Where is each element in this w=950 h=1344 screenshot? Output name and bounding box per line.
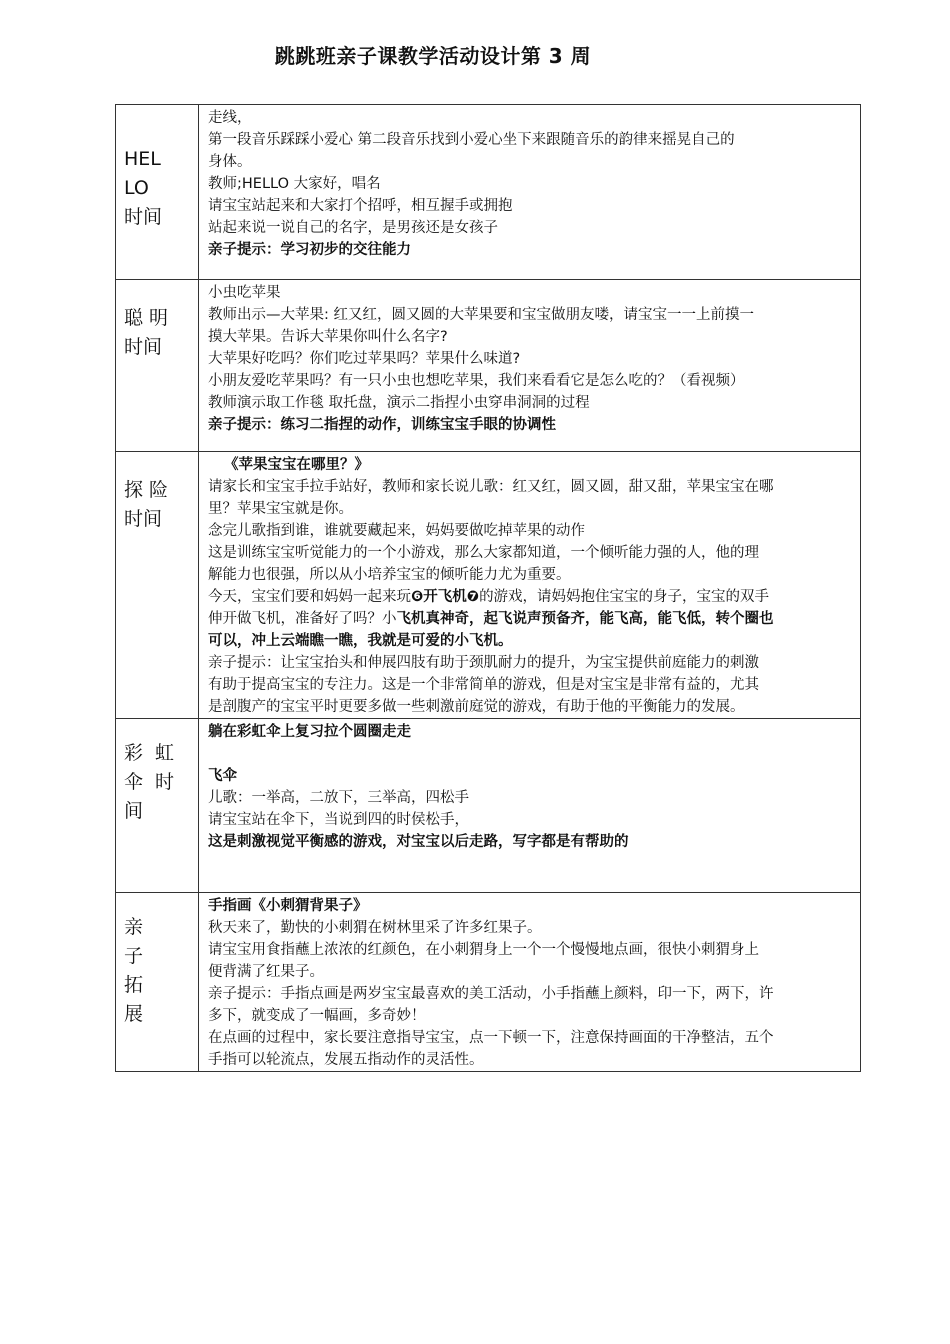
table-row-hello bbox=[116, 105, 861, 280]
game-name: ❻开飞机❼ bbox=[411, 589, 480, 605]
lesson-plan-table bbox=[115, 104, 861, 1072]
section-label-extension: 亲 子 拓 展 bbox=[116, 893, 199, 1072]
activity-title: 飞伞 bbox=[208, 768, 237, 784]
page-title: 跳跳班亲子课教学活动设计第 3 周 bbox=[274, 44, 592, 68]
section-label-rainbow: 彩 虹 伞 时 间 bbox=[116, 719, 199, 893]
section-content-rainbow: 躺在彩虹伞上复习拉个圆圈走走 飞伞 儿歌：一举高，二放下，三举高，四松手 请宝宝站在伞下，当说到四的时侯松手， 这是刺激视觉平衡感的游戏，对宝宝以后走路，写字都是有帮助的 bbox=[199, 719, 861, 893]
section-content-smart: 小虫吃苹果 教师出示—大苹果: 红又红，圆又圆的大苹果要和宝宝做朋友喽，请宝宝一一上前摸一 摸大苹果。告诉大苹果你叫什么名字? 大苹果好吃吗？你们吃过苹果吗？苹果什么味道? 小朋友爱吃苹果吗？有一只小虫也想吃苹果，我们来看看它是怎么吃的？（看视频） 教师演示取工作毯 取托盘，演示二指捏小虫穿串洞洞的过程 亲子提示：练习二指捏的动作，训练宝宝手眼的协调性 bbox=[199, 280, 861, 452]
section-label-hello: HEL LO 时间 bbox=[116, 105, 199, 280]
section-label-adventure: 探 险 时间 bbox=[116, 452, 199, 719]
parent-tip: 亲子提示：练习二指捏的动作，训练宝宝手眼的协调性 bbox=[208, 417, 556, 433]
table-row-extension bbox=[116, 893, 861, 1072]
section-label-smart: 聪 明 时间 bbox=[116, 280, 199, 452]
table-row-rainbow bbox=[116, 719, 861, 893]
activity-title: 手指画《小刺猬背果子》 bbox=[208, 898, 368, 914]
table-row-smart bbox=[116, 280, 861, 452]
section-content-extension: 手指画《小刺猬背果子》 秋天来了，勤快的小刺猬在树林里采了许多红果子。 请宝宝用食指蘸上浓浓的红颜色，在小刺猬身上一个一个慢慢地点画，很快小刺猬身上 便背满了红果子。 亲子提示：手指点画是两岁宝宝最喜欢的美工活动，小手指蘸上颜料，印一下，两下，许 多下，就变成了一幅画，多奇妙！ 在点画的过程中，家长要注意指导宝宝，点一下顿一下，注意保持画面的干净整洁，五个 手指可以轮流点，发展五指动作的灵活性。 bbox=[199, 893, 861, 1072]
activity-title: 《苹果宝宝在哪里？》 bbox=[224, 457, 369, 473]
table-row-adventure bbox=[116, 452, 861, 719]
section-content-adventure: 《苹果宝宝在哪里？》 请家长和宝宝手拉手站好，教师和家长说儿歌：红又红，圆又圆，甜又甜，苹果宝宝在哪 里？苹果宝宝就是你。 念完儿歌指到谁，谁就要藏起来，妈妈要做吃掉苹果的动作 这是训练宝宝听觉能力的一个小游戏，那么大家都知道，一个倾听能力强的人，他的理 解能力也很强，所以从小培养宝宝的倾听能力尤为重要。 今天，宝宝们要和妈妈一起来玩❻开飞机❼的游戏，请妈妈抱住宝宝的身子，宝宝的双手 伸开做飞机，准备好了吗？小飞机真神奇，起飞说声预备齐，能飞高，能飞低，转个圈也 可以，冲上云端瞧一瞧，我就是可爱的小飞机。 亲子提示：让宝宝抬头和伸展四肢有助于颈肌耐力的提升，为宝宝提供前庭能力的刺激 有助于提高宝宝的专注力。这是一个非常简单的游戏，但是对宝宝是非常有益的，尤其 是剖腹产的宝宝平时更要多做一些刺激前庭觉的游戏，有助于他的平衡能力的发展。 bbox=[199, 452, 861, 719]
section-content-hello: 走线， 第一段音乐踩踩小爱心 第二段音乐找到小爱心坐下来跟随音乐的韵律来摇晃自己的 身体。 教师;HELLO 大家好，唱名 请宝宝站起来和大家打个招呼，相互握手或拥抱 站起来说一说自己的名字，是男孩还是女孩子 亲子提示：学习初步的交往能力 bbox=[199, 105, 861, 280]
parent-tip: 亲子提示：学习初步的交往能力 bbox=[208, 242, 411, 258]
